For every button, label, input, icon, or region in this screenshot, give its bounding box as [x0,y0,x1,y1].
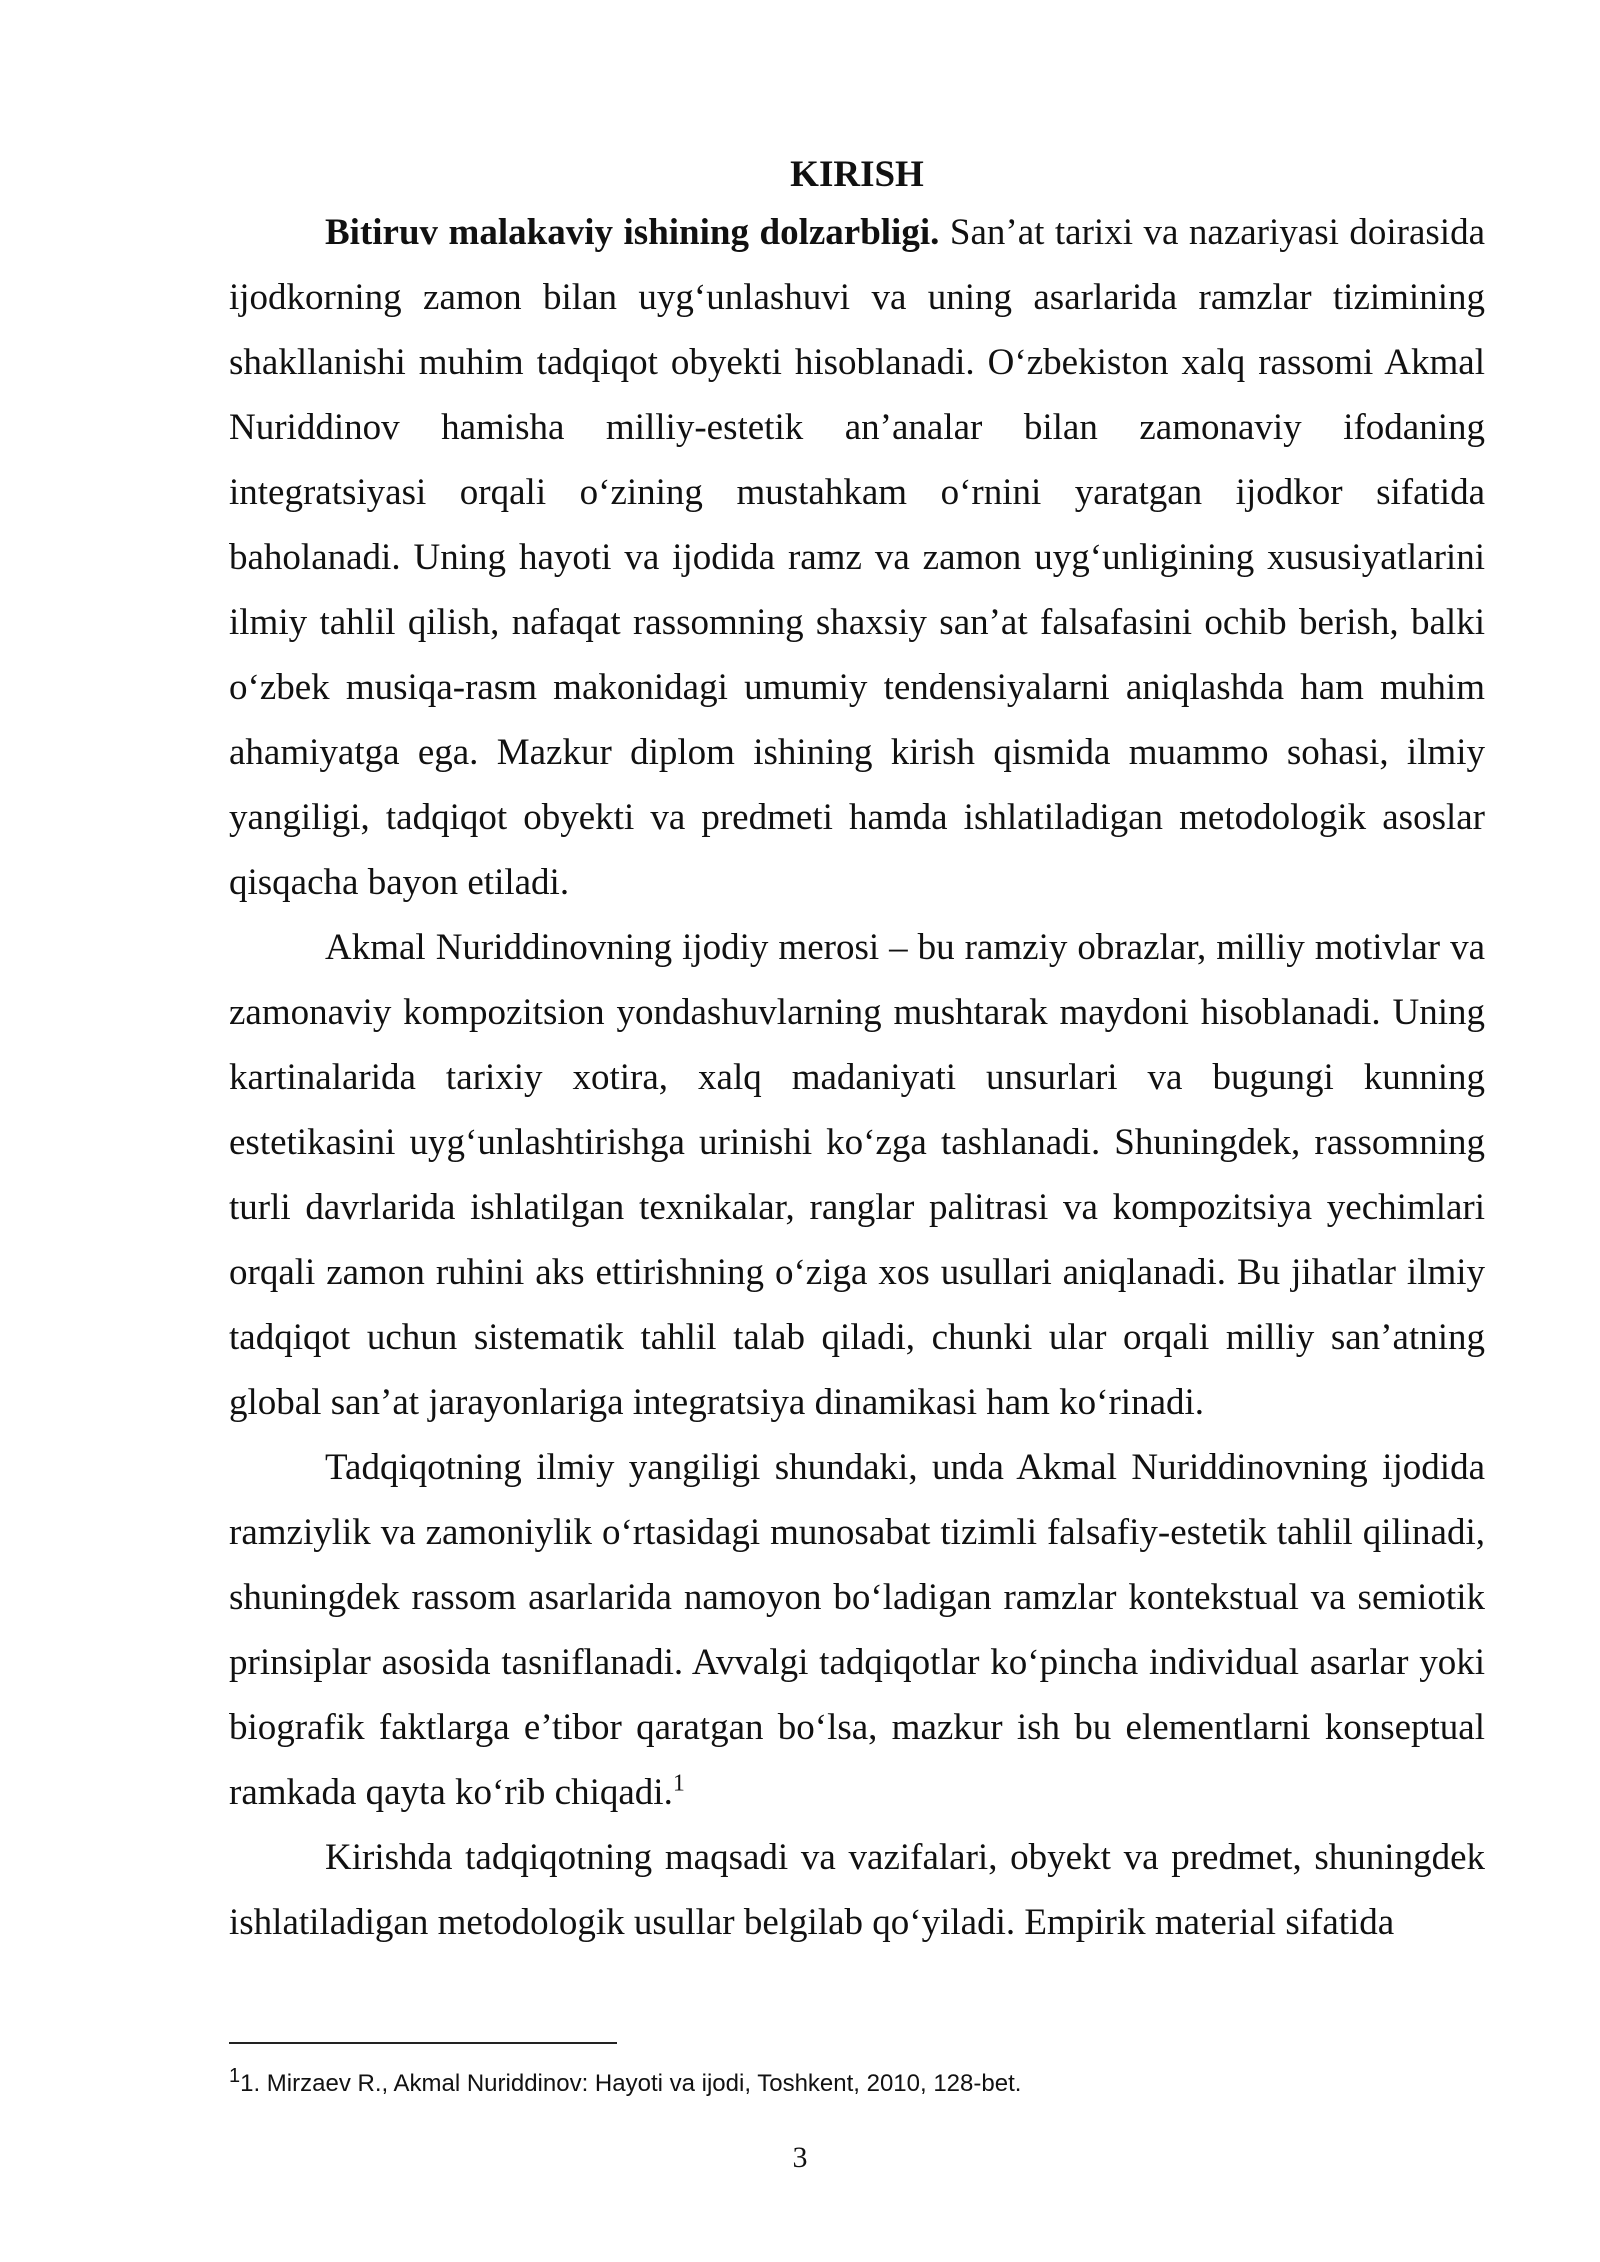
paragraph-text: Kirishda tadqiqotning maqsadi va vazifalari, obyekt va predmet, shuningdek ishlatiladigan metodologik usullar belgilab qo‘yiladi. Empirik material sifatida [229,1837,1485,1943]
page-body [229,150,1485,1955]
page-number: 3 [792,2141,808,2174]
paragraph-introduction-goals [229,1825,1485,1955]
footnote-marker: 1 [229,2065,241,2087]
footnote-separator [229,2042,617,2044]
footnote-reference[interactable]: 1 [672,1770,685,1797]
footnote [229,2064,1485,2104]
paragraph-creative-legacy [229,915,1485,1435]
paragraph-text: San’at tarixi va nazariyasi doirasida ijodkorning zamon bilan uyg‘unlashuvi va uning asarlarida ramzlar tizimining shakllanishi muhim tadqiqot obyekti hisoblanadi. O‘zbekiston xalq rassomi Akmal Nuriddinov hamisha milliy-estetik an’analar bilan zamonaviy ifodaning integratsiyasi orqali o‘zining mustahkam o‘rnini yaratgan ijodkor sifatida baholanadi. Uning hayoti va ijodida ramz va zamon uyg‘unligining xususiyatlarini ilmiy tahlil qilish, nafaqat rassomning shaxsiy san’at falsafasini ochib berish, balki o‘zbek musiqa-rasm makonidagi umumiy tendensiyalarni aniqlashda ham muhim ahamiyatga ega. Mazkur diplom ishining kirish qismida muammo sohasi, ilmiy yangiligi, tadqiqot obyekti va predmeti hamda ishlatiladigan metodologik asoslar qisqacha bayon etiladi. [229,212,1486,903]
footnote-text: 1. Mirzaev R., Akmal Nuriddinov: Hayoti va ijodi, Toshkent, 2010, 128-bet. [240,2070,1022,2097]
paragraph-relevance [229,200,1485,915]
paragraph-scientific-novelty [229,1435,1485,1825]
paragraph-lead-bold: Bitiruv malakaviy ishining dolzarbligi. [325,212,940,253]
paragraph-text: Akmal Nuriddinovning ijodiy merosi – bu ramziy obrazlar, milliy motivlar va zamonaviy kompozitsion yondashuvlarning mushtarak maydoni hisoblanadi. Uning kartinalarida tarixiy xotira, xalq madaniyati unsurlari va bugungi kunning estetikasini uyg‘unlashtirishga urinishi ko‘zga tashlanadi. Shuningdek, rassomning turli davrlarida ishlatilgan texnikalar, ranglar palitrasi va kompozitsiya yechimlari orqali zamon ruhini aks ettirishning o‘ziga xos usullari aniqlanadi. Bu jihatlar ilmiy tadqiqot uchun sistematik tahlil talab qiladi, chunki ular orqali milliy san’atning global san’at jarayonlariga integratsiya dinamikasi ham ko‘rinadi. [229,927,1485,1423]
paragraph-text: Tadqiqotning ilmiy yangiligi shundaki, unda Akmal Nuriddinovning ijodida ramziylik va zamoniylik o‘rtasidagi munosabat tizimli falsafiy-estetik tahlil qilinadi, shuningdek rassom asarlarida namoyon bo‘ladigan ramzlar kontekstual va semiotik prinsiplar asosida tasniflanadi. Avvalgi tadqiqotlar ko‘pincha individual asarlar yoki biografik faktlarga e’tibor qaratgan bo‘lsa, mazkur ish bu elementlarni konseptual ramkada qayta ko‘rib chiqadi. [229,1447,1485,1813]
section-heading: KIRISH [790,154,924,195]
